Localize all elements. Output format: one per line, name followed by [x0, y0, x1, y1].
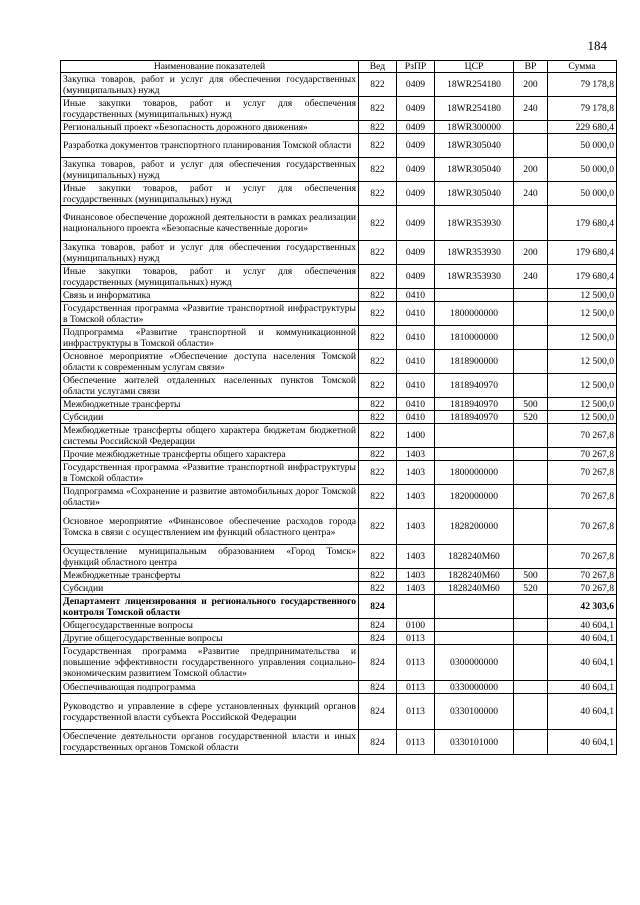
table-row [61, 374, 617, 398]
cell-name: Подпрограмма «Развитие транспортной и коммуникационной инфраструктуры в Томской области» [61, 326, 359, 350]
cell-rzpr: 0409 [397, 182, 435, 206]
cell-sum: 50 000,0 [548, 182, 617, 206]
cell-ved: 822 [359, 206, 397, 241]
cell-rzpr: 0100 [397, 619, 435, 632]
table-row [61, 289, 617, 302]
table-row [61, 350, 617, 374]
cell-ved: 822 [359, 411, 397, 424]
cell-sum: 50 000,0 [548, 158, 617, 182]
cell-csr [435, 424, 514, 448]
cell-csr: 0330100000 [435, 694, 514, 730]
cell-ved: 822 [359, 509, 397, 545]
cell-rzpr: 0410 [397, 289, 435, 302]
cell-vr [514, 485, 548, 509]
cell-rzpr: 0409 [397, 97, 435, 121]
cell-ved: 822 [359, 448, 397, 461]
cell-vr [514, 619, 548, 632]
table-row [61, 121, 617, 134]
cell-ved: 822 [359, 374, 397, 398]
cell-ved: 824 [359, 694, 397, 730]
cell-name: Иные закупки товаров, работ и услуг для обеспечения государственных (муниципальных) нужд [61, 265, 359, 289]
table-row [61, 595, 617, 619]
cell-vr: 520 [514, 411, 548, 424]
table-row [61, 265, 617, 289]
cell-csr: 0300000000 [435, 645, 514, 681]
table-row [61, 485, 617, 509]
cell-vr [514, 448, 548, 461]
cell-ved: 824 [359, 619, 397, 632]
cell-rzpr: 1403 [397, 448, 435, 461]
cell-vr [514, 694, 548, 730]
cell-sum: 79 178,8 [548, 73, 617, 97]
cell-name: Субсидии [61, 582, 359, 595]
cell-name: Основное мероприятие «Обеспечение доступа населения Томской области к современным услугам связи» [61, 350, 359, 374]
cell-csr: 18WR300000 [435, 121, 514, 134]
cell-vr: 200 [514, 241, 548, 265]
cell-rzpr: 1403 [397, 461, 435, 485]
cell-csr: 1828240М60 [435, 569, 514, 582]
cell-vr [514, 461, 548, 485]
cell-csr: 1810000000 [435, 326, 514, 350]
cell-vr [514, 302, 548, 326]
cell-name: Обеспечивающая подпрограмма [61, 681, 359, 694]
cell-vr [514, 134, 548, 158]
cell-vr: 240 [514, 265, 548, 289]
cell-rzpr: 0409 [397, 73, 435, 97]
cell-sum: 79 178,8 [548, 97, 617, 121]
cell-sum: 70 267,8 [548, 461, 617, 485]
cell-ved: 822 [359, 73, 397, 97]
cell-sum: 12 500,0 [548, 326, 617, 350]
cell-sum: 12 500,0 [548, 374, 617, 398]
cell-name: Иные закупки товаров, работ и услуг для обеспечения государственных (муниципальных) нужд [61, 182, 359, 206]
cell-ved: 822 [359, 134, 397, 158]
cell-rzpr: 0410 [397, 302, 435, 326]
table-row [61, 509, 617, 545]
cell-rzpr: 0409 [397, 206, 435, 241]
cell-vr [514, 206, 548, 241]
cell-vr [514, 424, 548, 448]
cell-vr [514, 632, 548, 645]
cell-csr: 1820000000 [435, 485, 514, 509]
cell-name: Разработка документов транспортного планирования Томской области [61, 134, 359, 158]
cell-vr [514, 509, 548, 545]
cell-ved: 822 [359, 241, 397, 265]
cell-name: Подпрограмма «Сохранение и развитие автомобильных дорог Томской области» [61, 485, 359, 509]
cell-rzpr: 1403 [397, 485, 435, 509]
cell-csr: 18WR353930 [435, 265, 514, 289]
cell-rzpr: 0409 [397, 121, 435, 134]
cell-rzpr: 1400 [397, 424, 435, 448]
cell-csr: 1818940970 [435, 374, 514, 398]
page-number: 184 [587, 38, 607, 53]
cell-csr: 0330000000 [435, 681, 514, 694]
cell-ved: 822 [359, 582, 397, 595]
cell-sum: 179 680,4 [548, 206, 617, 241]
cell-sum: 50 000,0 [548, 134, 617, 158]
cell-rzpr: 0113 [397, 694, 435, 730]
cell-csr: 0330101000 [435, 730, 514, 755]
cell-vr [514, 121, 548, 134]
cell-sum: 12 500,0 [548, 398, 617, 411]
cell-name: Иные закупки товаров, работ и услуг для обеспечения государственных (муниципальных) нужд [61, 97, 359, 121]
cell-vr [514, 645, 548, 681]
table-row [61, 182, 617, 206]
cell-ved: 822 [359, 302, 397, 326]
cell-ved: 824 [359, 681, 397, 694]
cell-vr [514, 595, 548, 619]
table-row [61, 730, 617, 755]
cell-vr: 200 [514, 73, 548, 97]
cell-sum: 12 500,0 [548, 350, 617, 374]
cell-name: Закупка товаров, работ и услуг для обеспечения государственных (муниципальных) нужд [61, 73, 359, 97]
cell-ved: 822 [359, 545, 397, 569]
cell-csr: 18WR353930 [435, 206, 514, 241]
cell-csr [435, 595, 514, 619]
cell-sum: 70 267,8 [548, 569, 617, 582]
cell-name: Государственная программа «Развитие транспортной инфраструктуры в Томской области» [61, 461, 359, 485]
cell-name: Межбюджетные трансферты [61, 398, 359, 411]
table-row [61, 411, 617, 424]
cell-ved: 822 [359, 289, 397, 302]
cell-sum: 42 303,6 [548, 595, 617, 619]
cell-rzpr: 0410 [397, 350, 435, 374]
table-header-row [61, 61, 617, 73]
cell-sum: 179 680,4 [548, 265, 617, 289]
cell-csr [435, 632, 514, 645]
cell-csr [435, 619, 514, 632]
table-body [61, 73, 617, 755]
table-row [61, 97, 617, 121]
cell-ved: 822 [359, 398, 397, 411]
cell-ved: 822 [359, 121, 397, 134]
cell-csr: 18WR353930 [435, 241, 514, 265]
table-row [61, 569, 617, 582]
header-name: Наименование показателей [61, 61, 359, 73]
cell-ved: 822 [359, 424, 397, 448]
cell-name: Обеспечение деятельности органов государственной власти и иных государственных органов Томской области [61, 730, 359, 755]
cell-name: Осуществление муниципальным образованием «Город Томск» функций областного центра [61, 545, 359, 569]
cell-sum: 70 267,8 [548, 485, 617, 509]
table-row [61, 424, 617, 448]
cell-sum: 70 267,8 [548, 582, 617, 595]
cell-vr: 520 [514, 582, 548, 595]
cell-rzpr: 1403 [397, 569, 435, 582]
cell-sum: 70 267,8 [548, 448, 617, 461]
cell-name: Региональный проект «Безопасность дорожного движения» [61, 121, 359, 134]
cell-rzpr: 0409 [397, 134, 435, 158]
cell-csr: 1828240М60 [435, 582, 514, 595]
cell-ved: 824 [359, 730, 397, 755]
table-row [61, 241, 617, 265]
cell-sum: 40 604,1 [548, 694, 617, 730]
cell-name: Обеспечение жителей отдаленных населенных пунктов Томской области услугами связи [61, 374, 359, 398]
cell-ved: 822 [359, 265, 397, 289]
cell-sum: 40 604,1 [548, 645, 617, 681]
table-row [61, 73, 617, 97]
cell-name: Межбюджетные трансферты общего характера бюджетам бюджетной системы Российской Федерации [61, 424, 359, 448]
cell-csr: 18WR305040 [435, 134, 514, 158]
cell-rzpr: 0113 [397, 730, 435, 755]
cell-ved: 822 [359, 182, 397, 206]
table-row [61, 582, 617, 595]
table-row [61, 694, 617, 730]
cell-ved: 822 [359, 158, 397, 182]
cell-csr: 18WR305040 [435, 158, 514, 182]
cell-vr: 200 [514, 158, 548, 182]
cell-name: Государственная программа «Развитие предпринимательства и повышение эффективности государственного управления социально-экономическим развитием Томской области» [61, 645, 359, 681]
cell-vr: 500 [514, 398, 548, 411]
cell-rzpr: 1403 [397, 545, 435, 569]
cell-rzpr: 0113 [397, 681, 435, 694]
cell-sum: 12 500,0 [548, 411, 617, 424]
header-ved: Вед [359, 61, 397, 73]
cell-vr [514, 730, 548, 755]
table-row [61, 448, 617, 461]
cell-vr [514, 545, 548, 569]
cell-vr [514, 289, 548, 302]
cell-name: Субсидии [61, 411, 359, 424]
cell-ved: 822 [359, 97, 397, 121]
cell-rzpr: 0113 [397, 632, 435, 645]
cell-vr: 240 [514, 182, 548, 206]
table-row [61, 632, 617, 645]
cell-vr [514, 374, 548, 398]
table-row [61, 206, 617, 241]
cell-name: Закупка товаров, работ и услуг для обеспечения государственных (муниципальных) нужд [61, 241, 359, 265]
cell-vr [514, 326, 548, 350]
table-row [61, 461, 617, 485]
cell-sum: 40 604,1 [548, 681, 617, 694]
budget-table [60, 60, 617, 755]
table-row [61, 619, 617, 632]
cell-name: Государственная программа «Развитие транспортной инфраструктуры в Томской области» [61, 302, 359, 326]
header-csr: ЦСР [435, 61, 514, 73]
cell-name: Закупка товаров, работ и услуг для обеспечения государственных (муниципальных) нужд [61, 158, 359, 182]
cell-csr: 1800000000 [435, 302, 514, 326]
cell-csr: 1828200000 [435, 509, 514, 545]
cell-vr: 500 [514, 569, 548, 582]
header-sum: Сумма [548, 61, 617, 73]
cell-name: Общегосударственные вопросы [61, 619, 359, 632]
table-row [61, 681, 617, 694]
cell-rzpr [397, 595, 435, 619]
cell-sum: 70 267,8 [548, 509, 617, 545]
cell-name: Финансовое обеспечение дорожной деятельности в рамках реализации национального проекта «Безопасные качественные дороги» [61, 206, 359, 241]
cell-name: Межбюджетные трансферты [61, 569, 359, 582]
cell-rzpr: 0409 [397, 241, 435, 265]
cell-sum: 12 500,0 [548, 302, 617, 326]
cell-sum: 40 604,1 [548, 619, 617, 632]
header-rzpr: РзПР [397, 61, 435, 73]
cell-sum: 12 500,0 [548, 289, 617, 302]
table-row [61, 158, 617, 182]
cell-ved: 824 [359, 645, 397, 681]
table-row [61, 302, 617, 326]
cell-csr: 1800000000 [435, 461, 514, 485]
cell-name: Руководство и управление в сфере установленных функций органов государственной власти субъекта Российской Федерации [61, 694, 359, 730]
cell-rzpr: 0409 [397, 265, 435, 289]
cell-ved: 822 [359, 485, 397, 509]
cell-csr [435, 448, 514, 461]
table-row [61, 645, 617, 681]
cell-csr: 18WR254180 [435, 97, 514, 121]
cell-vr: 240 [514, 97, 548, 121]
cell-csr: 1818940970 [435, 398, 514, 411]
cell-csr: 18WR305040 [435, 182, 514, 206]
cell-rzpr: 1403 [397, 582, 435, 595]
cell-sum: 70 267,8 [548, 424, 617, 448]
table-row [61, 326, 617, 350]
cell-rzpr: 0113 [397, 645, 435, 681]
cell-rzpr: 1403 [397, 509, 435, 545]
cell-name: Прочие межбюджетные трансферты общего характера [61, 448, 359, 461]
cell-csr: 18WR254180 [435, 73, 514, 97]
cell-csr [435, 289, 514, 302]
cell-name: Основное мероприятие «Финансовое обеспечение расходов города Томска в связи с осуществлением им функций областного центра» [61, 509, 359, 545]
cell-ved: 822 [359, 569, 397, 582]
cell-csr: 1828240М60 [435, 545, 514, 569]
cell-ved: 824 [359, 632, 397, 645]
cell-name: Другие общегосударственные вопросы [61, 632, 359, 645]
cell-name: Департамент лицензирования и регионального государственного контроля Томской области [61, 595, 359, 619]
table-row [61, 398, 617, 411]
cell-ved: 822 [359, 350, 397, 374]
cell-sum: 179 680,4 [548, 241, 617, 265]
cell-sum: 229 680,4 [548, 121, 617, 134]
cell-rzpr: 0410 [397, 374, 435, 398]
table-row [61, 134, 617, 158]
cell-sum: 70 267,8 [548, 545, 617, 569]
cell-ved: 822 [359, 326, 397, 350]
cell-ved: 822 [359, 461, 397, 485]
cell-sum: 40 604,1 [548, 632, 617, 645]
cell-name: Связь и информатика [61, 289, 359, 302]
cell-csr: 1818900000 [435, 350, 514, 374]
cell-rzpr: 0409 [397, 158, 435, 182]
cell-vr [514, 350, 548, 374]
cell-vr [514, 681, 548, 694]
header-vr: ВР [514, 61, 548, 73]
cell-rzpr: 0410 [397, 411, 435, 424]
cell-rzpr: 0410 [397, 326, 435, 350]
table-row [61, 545, 617, 569]
cell-ved: 824 [359, 595, 397, 619]
cell-rzpr: 0410 [397, 398, 435, 411]
cell-sum: 40 604,1 [548, 730, 617, 755]
cell-csr: 1818940970 [435, 411, 514, 424]
